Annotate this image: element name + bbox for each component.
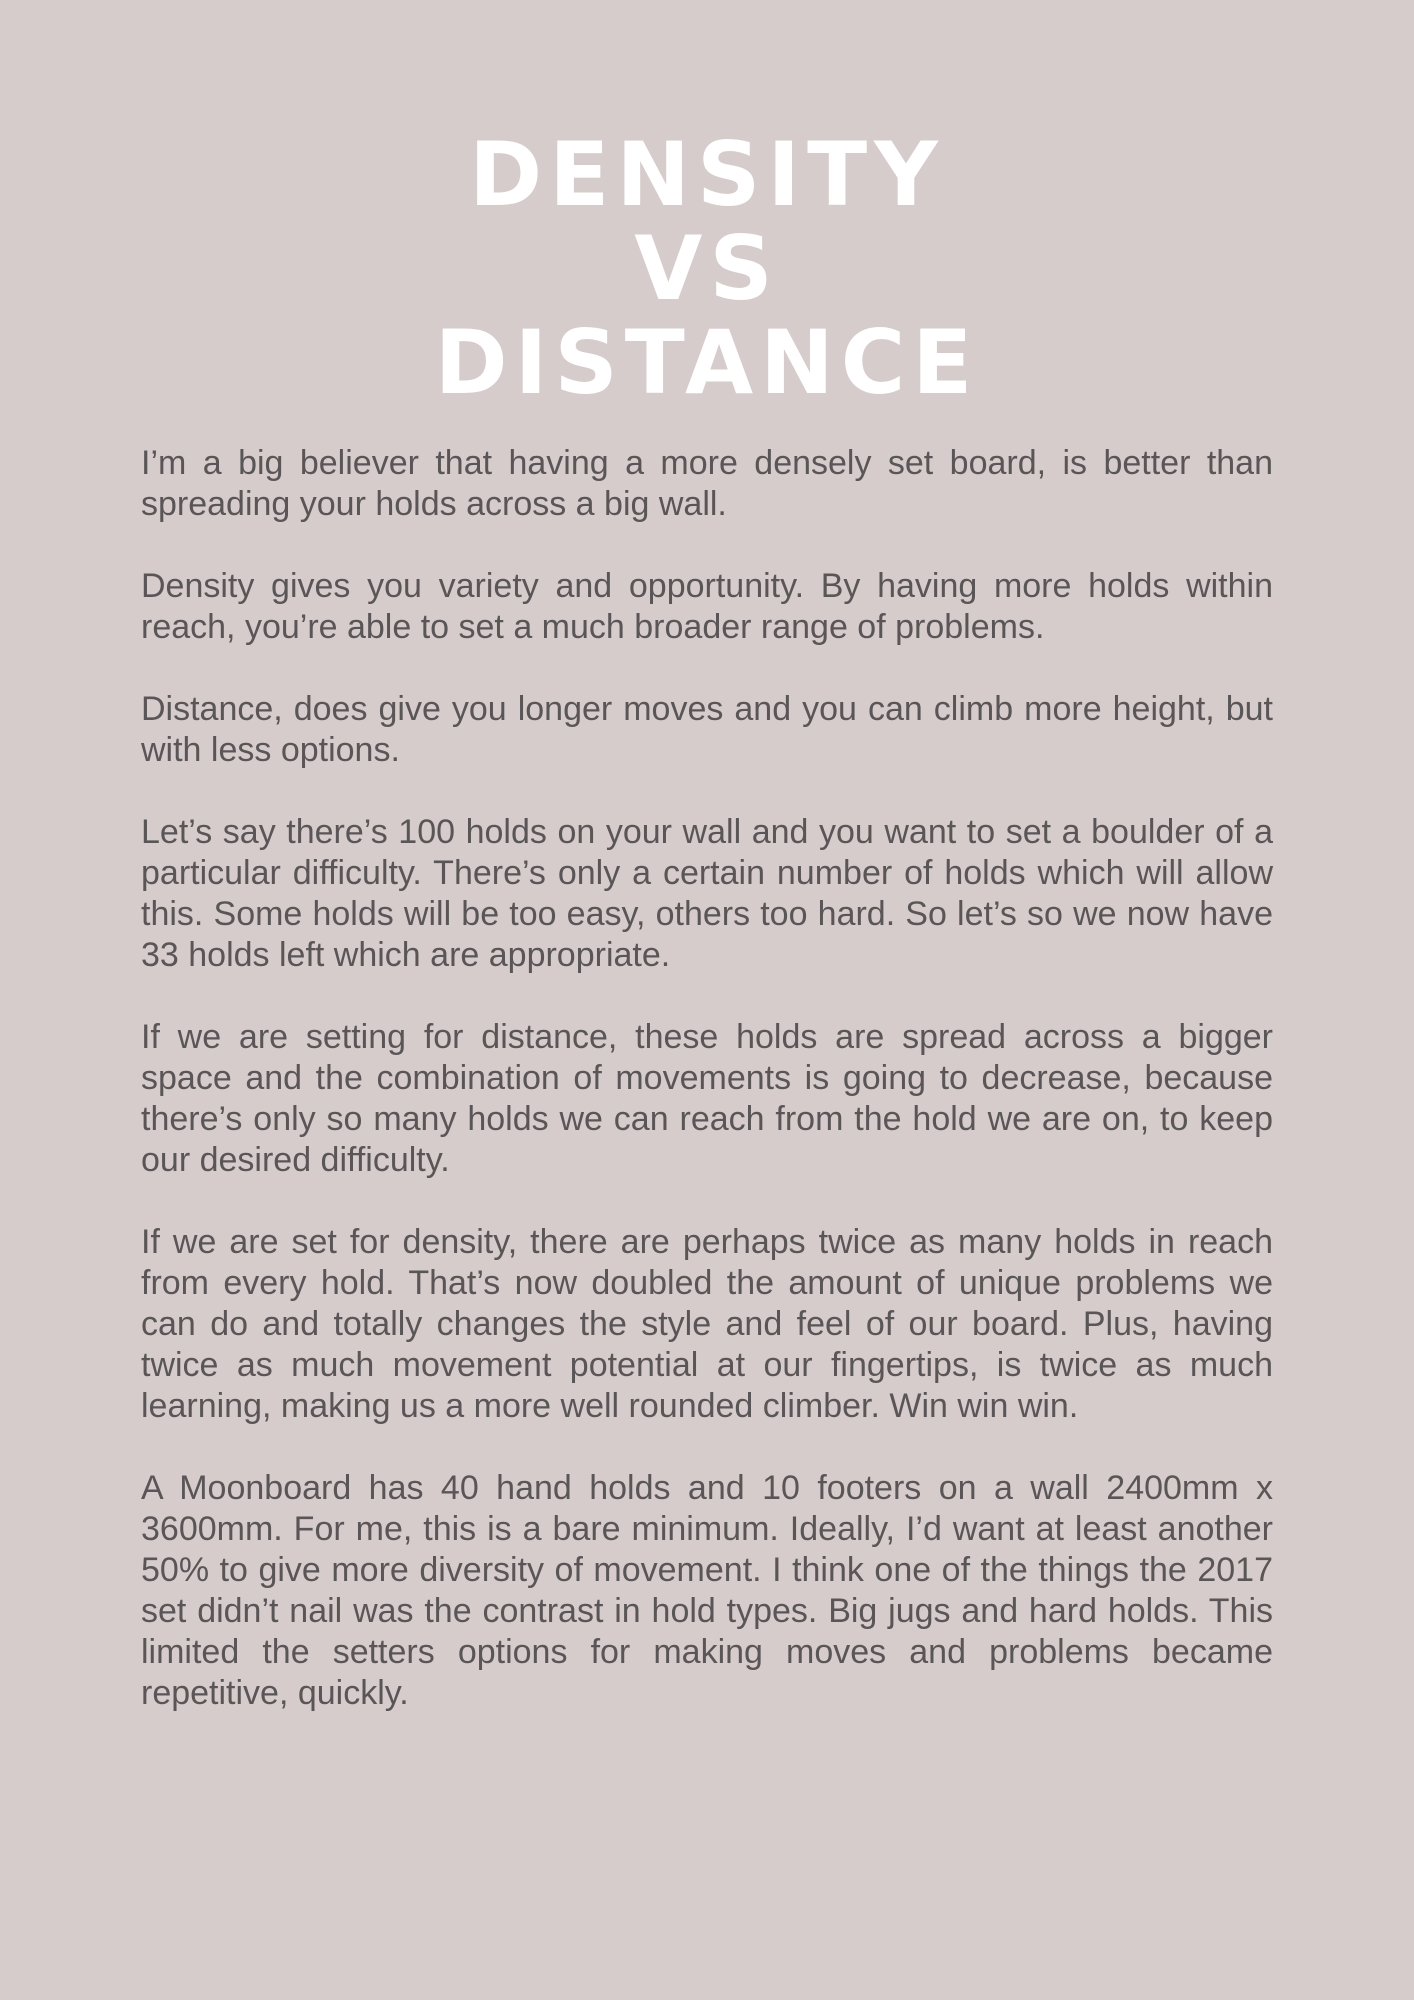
paragraph-2: Density gives you variety and opportunity. By having more holds within reach, you’re able to set a much broader range of problems. [141,567,1273,646]
paragraph-1: I’m a big believer that having a more densely set board, is better than spreading your holds across a big wall. [141,444,1273,523]
paragraph-6: If we are set for density, there are perhaps twice as many holds in reach from every hold. That’s now doubled the amount of unique problems we can do and totally changes the style and feel of our board. Plus, having twice as much movement potential at our fingertips, is twice as much learning, making us a more well rounded climber. Win win win. [141,1223,1273,1425]
paragraph-3: Distance, does give you longer moves and you can climb more height, but with less options. [141,690,1273,769]
title-line-1: DENSITY [469,123,945,226]
paragraph-4: Let’s say there’s 100 holds on your wall and you want to set a boulder of a particular difficulty. There’s only a certain number of holds which will allow this. Some holds will be too easy, others too hard. So let’s so we now have 33 holds left which are appropriate. [141,813,1273,974]
paragraph-5: If we are setting for distance, these holds are spread across a bigger space and the combination of movements is going to decrease, because there’s only so many holds we can reach from the hold we are on, to keep our desired difficulty. [141,1018,1273,1179]
title-line-3: DISTANCE [434,311,980,414]
page-title [0,123,1414,414]
paragraph-7: A Moonboard has 40 hand holds and 10 footers on a wall 2400mm x 3600mm. For me, this is a bare minimum. Ideally, I’d want at least another 50% to give more diversity of movement. I think one of the things the 2017 set didn’t nail was the contrast in hold types. Big jugs and hard holds. This limited the setters options for making moves and problems became repetitive, quickly. [141,1469,1273,1712]
title-line-2: VS [634,217,780,320]
article-body [141,443,1273,1714]
